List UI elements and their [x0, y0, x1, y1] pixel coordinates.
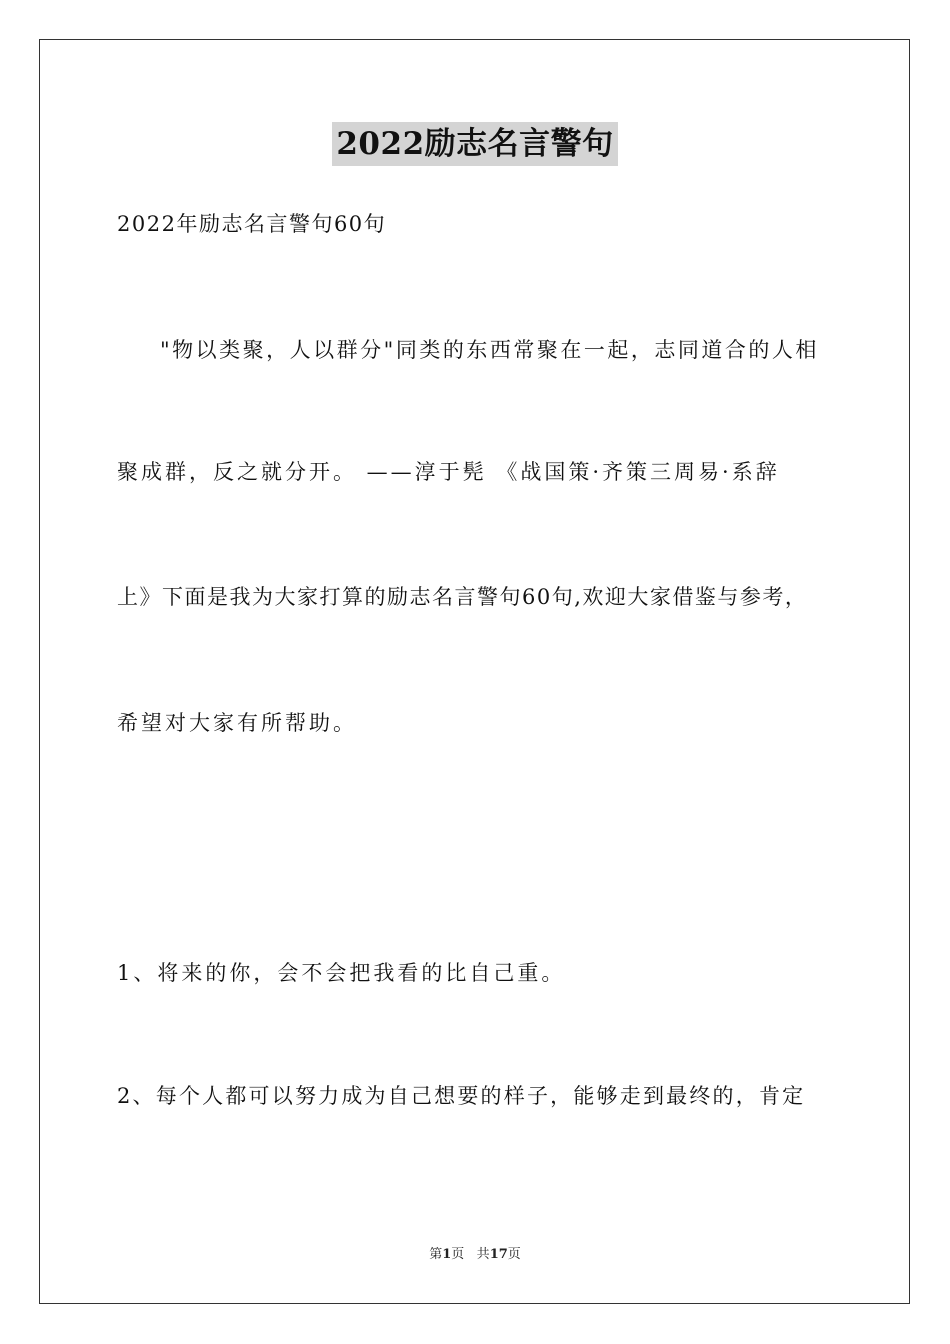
footer-total-pages: 17 — [489, 1247, 508, 1262]
intro-line-1: "物以类聚，人以群分"同类的东西常聚在一起，志同道合的人相 — [160, 338, 819, 362]
footer-total-prefix: 共 — [476, 1247, 490, 1262]
document-title: 2022励志名言警句 — [332, 122, 617, 166]
quote-item-1: 1、将来的你，会不会把我看的比自己重。 — [117, 961, 566, 985]
intro-line-4: 希望对大家有所帮助。 — [117, 711, 357, 735]
quote-item-2: 2、每个人都可以努力成为自己想要的样子，能够走到最终的，肯定 — [117, 1084, 806, 1108]
title-container — [0, 122, 950, 166]
document-subtitle: 2022年励志名言警句60句 — [117, 212, 387, 236]
intro-line-3: 上》下面是我为大家打算的励志名言警句60句,欢迎大家借鉴与参考， — [117, 585, 808, 609]
footer-total-suffix: 页 — [507, 1247, 521, 1262]
intro-line-2: 聚成群，反之就分开。 ——淳于髡 《战国策·齐策三周易·系辞 — [117, 460, 780, 484]
page-footer — [0, 1246, 950, 1264]
footer-page-suffix: 页 — [451, 1247, 465, 1262]
footer-page-prefix: 第 — [429, 1247, 443, 1262]
footer-page-number: 1 — [442, 1247, 452, 1262]
